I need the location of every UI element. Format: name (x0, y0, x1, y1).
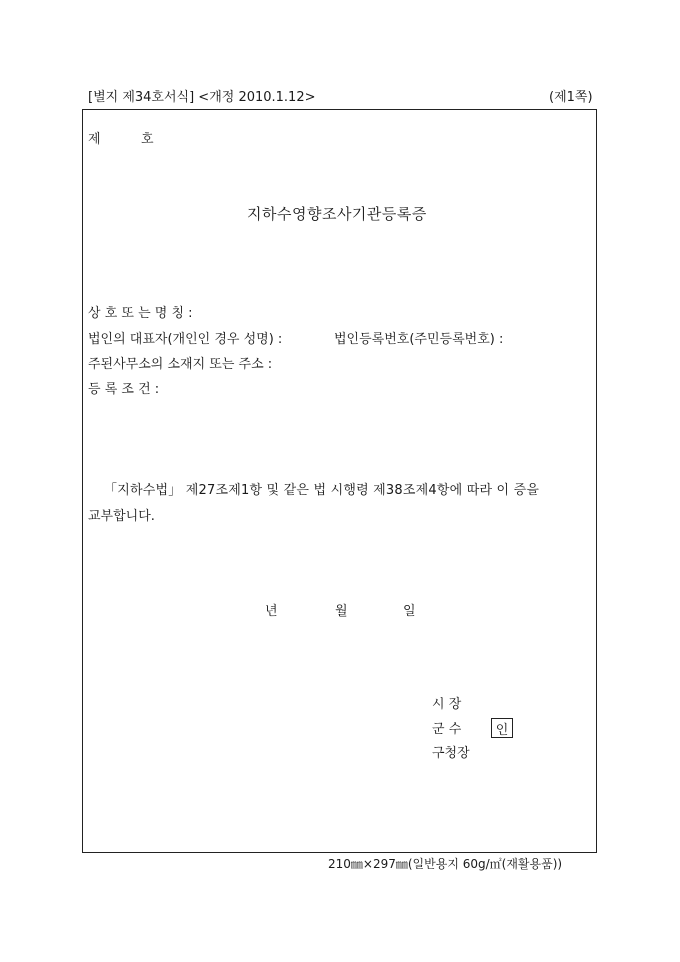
number-prefix: 제 (88, 132, 101, 147)
date-year: 년 (265, 604, 278, 619)
certificate-title: 지하수영향조사기관등록증 (247, 205, 427, 223)
field-representative: 법인의 대표자(개인인 경우 성명) : (88, 332, 283, 347)
field-trade-name: 상 호 또 는 명 칭 : (88, 306, 193, 321)
official-seal: 인 (491, 718, 513, 738)
form-label: [별지 제34호서식] <개정 2010.1.12> (88, 90, 316, 105)
date-day: 일 (403, 604, 416, 619)
issuer-mayor: 시 장 (432, 697, 462, 712)
field-corp-reg-no: 법인등록번호(주민등록번호) : (334, 332, 504, 347)
page-label: (제1쪽) (549, 90, 593, 105)
field-conditions: 등 록 조 건 : (88, 382, 160, 397)
statement-line-1: 「지하수법」 제27조제1항 및 같은 법 시행령 제38조제4항에 따라 이 증을 (104, 483, 540, 498)
field-office-address: 주된사무소의 소재지 또는 주소 : (88, 357, 273, 372)
number-suffix: 호 (141, 132, 154, 147)
statement-line-2: 교부합니다. (88, 509, 155, 524)
issuer-district-head: 구청장 (432, 746, 470, 761)
paper-spec: 210㎜×297㎜(일반용지 60g/㎡(재활용품)) (328, 857, 563, 871)
issuer-county-head: 군 수 (432, 722, 462, 737)
date-month: 월 (335, 604, 348, 619)
